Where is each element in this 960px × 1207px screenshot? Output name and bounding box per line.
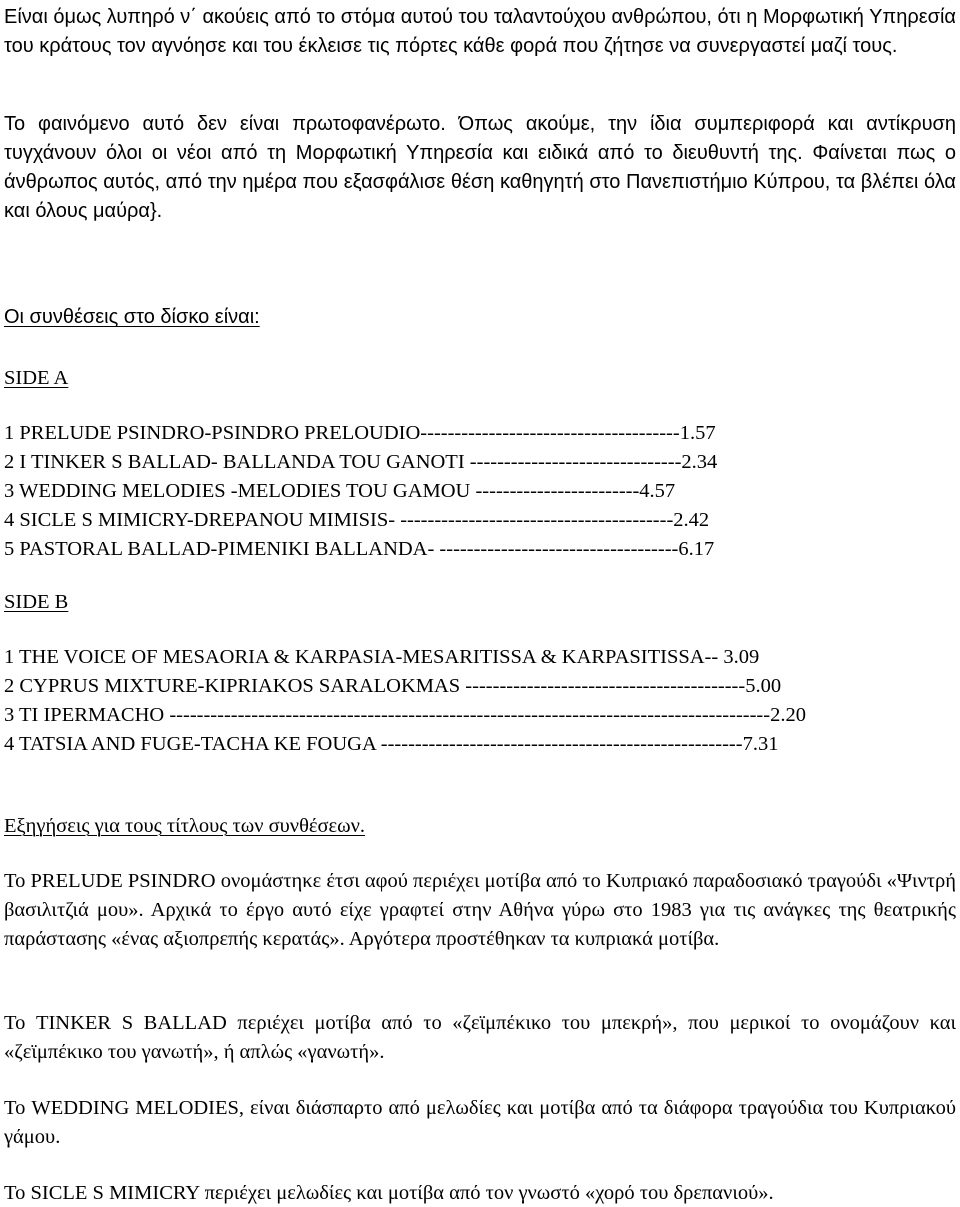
explanation-paragraph-3: Το WEDDING MELODIES, είναι διάσπαρτο από μελωδίες και μοτίβα από τα διάφορα τραγούδια του Κυπριακού γάμου.	[4, 1097, 956, 1148]
side-a-track: 4 SICLE S MIMICRY-DREPANOU MIMISIS- ----------------------------------------2.42	[4, 509, 710, 531]
side-a-heading: SIDE A	[4, 367, 69, 389]
intro-paragraph-1: Είναι όμως λυπηρό ν΄ ακούεις από το στόμα αυτού του ταλαντούχου ανθρώπου, ότι η Μορφωτική Υπηρεσία του κράτους τον αγνόησε και του έκλεισε τις πόρτες κάθε φορά που ζήτησε να συνεργαστεί μαζί τους.	[4, 6, 956, 57]
side-a-track: 5 PASTORAL BALLAD-PIMENIKI BALLANDA- -----------------------------------6.17	[4, 538, 715, 560]
side-b-track: 1 THE VOICE OF MESAORIA & KARPASIA-MESARITISSA & KARPASITISSA-- 3.09	[4, 646, 760, 668]
side-b-track: 4 TATSIA AND FUGE-TACHA KE FOUGA -----------------------------------------------------7.31	[4, 733, 779, 755]
side-b-heading: SIDE B	[4, 591, 69, 613]
explanation-paragraph-1: Το PRELUDE PSINDRO ονομάστηκε έτσι αφού περιέχει μοτίβα από το Κυπριακό παραδοσιακό τραγούδι «Ψιντρή βασιλιτζιά μου». Αρχικά το έργο αυτό είχε γραφτεί στην Αθήνα γύρω στο 1983 για τις ανάγκες της θεατρικής παράστασης «ένας αξιοπρεπής κερατάς». Αργότερα προστέθηκαν τα κυπριακά μοτίβα.	[4, 870, 956, 950]
side-a-track: 2 I TINKER S BALLAD- BALLANDA TOU GANOTI -------------------------------2.34	[4, 451, 718, 473]
side-a-track: 3 WEDDING MELODIES -MELODIES TOU GAMOU ------------------------4.57	[4, 480, 676, 502]
side-a-track: 1 PRELUDE PSINDRO-PSINDRO PRELOUDIO--------------------------------------1.57	[4, 422, 716, 444]
intro-paragraph-2: Το φαινόμενο αυτό δεν είναι πρωτοφανέρωτο. Όπως ακούμε, την ίδια συμπεριφορά και αντίκρυση τυγχάνουν όλοι οι νέοι από τη Μορφωτική Υπηρεσία και ειδικά από το διευθυντή της. Φαίνεται πως ο άνθρωπος αυτός, από την ημέρα που εξασφάλισε θέση καθηγητή στο Πανεπιστήμιο Κύπρου, τα βλέπει όλα και όλους μαύρα}.	[4, 113, 956, 222]
explanations-heading: Εξηγήσεις για τους τίτλους των συνθέσεων.	[4, 815, 366, 837]
side-b-track: 2 CYPRUS MIXTURE-KIPRIAKOS SARALOKMAS -----------------------------------------5.00	[4, 675, 782, 697]
compositions-heading: Οι συνθέσεις στο δίσκο είναι:	[4, 306, 260, 328]
explanation-paragraph-2: Το TINKER S BALLAD περιέχει μοτίβα από το «ζεϊμπέκικο του μπεκρή», που μερικοί το ονομάζουν και «ζεϊμπέκικο του γανωτή», ή απλώς «γανωτή».	[4, 1012, 956, 1063]
explanation-paragraph-4: Το SICLE S MIMICRY περιέχει μελωδίες και μοτίβα από τον γνωστό «χορό του δρεπανιού».	[4, 1182, 774, 1204]
side-b-track: 3 TI IPERMACHO ----------------------------------------------------------------------------------------2.20	[4, 704, 806, 726]
